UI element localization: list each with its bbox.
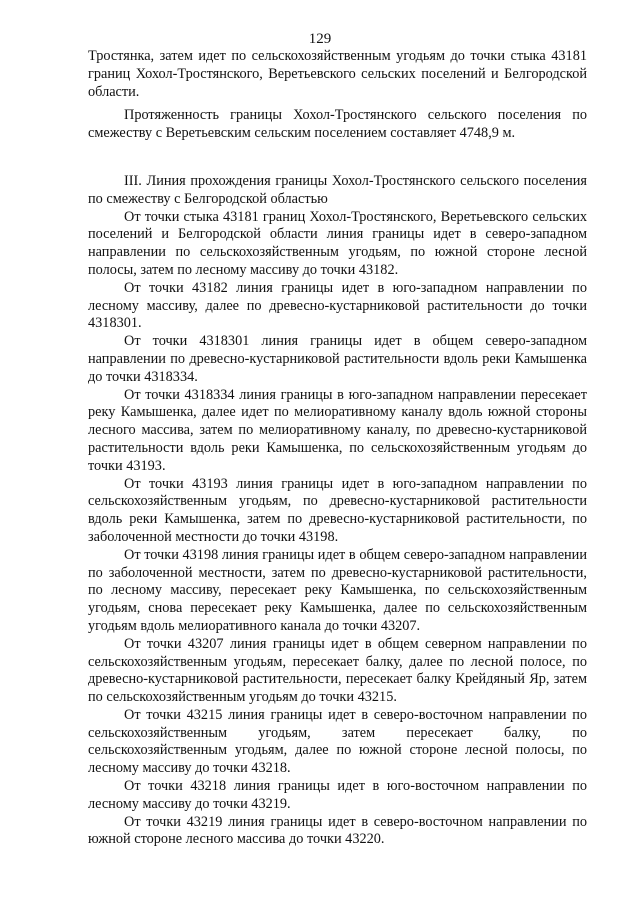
page-number: 129 <box>308 31 332 47</box>
paragraph-continuation: Тростянка, затем идет по сельскохозяйственным угодьям до точки стыка 43181 границ Хохол-Тростянского, Веретьевского сельских поселений и Белгородской области. <box>88 48 587 100</box>
paragraph-point-43182: От точки 43182 линия границы идет в юго-западном направлении по лесному массиву, далее по древесно-кустарниковой растительности до точки 4318301. <box>88 279 587 332</box>
paragraph-point-43193: От точки 43193 линия границы идет в юго-западном направлении по сельскохозяйственным угодьям, по древесно-кустарниковой растительности вдоль реки Камышенка, затем по древесно-кустарниковой растительности, по заболоченной местности до точки 43198. <box>88 475 587 545</box>
paragraph-point-4318334: От точки 4318334 линия границы в юго-западном направлении пересекает реку Камышенка, далее идет по мелиоративному каналу вдоль южной стороны лесного массива, затем по мелиоративному каналу, по древесно-кустарниковой растительности вдоль реки Камышенка, по сельскохозяйственным угодьям до точки 43193. <box>88 386 587 474</box>
section-heading: III. Линия прохождения границы Хохол-Тростянского сельского поселения по смежеству с Белгородской областью <box>88 172 587 207</box>
paragraph-point-4318301: От точки 4318301 линия границы идет в общем северо-западном направлении по древесно-кустарниковой растительности вдоль реки Камышенка до точки 4318334. <box>88 333 587 385</box>
paragraph-boundary-length: Протяженность границы Хохол-Тростянского сельского поселения по смежеству с Веретьевским сельским поселением составляет 4748,9 м. <box>88 107 587 142</box>
paragraph-point-43207: От точки 43207 линия границы идет в общем северном направлении по сельскохозяйственным угодьям, пересекает балку, далее по лесной полосе, по древесно-кустарниковой растительности, пересекает балку Крейдяный Яр, затем по сельскохозяйственным угодьям до точки 43215. <box>88 635 587 706</box>
document-body <box>88 48 587 849</box>
paragraph-point-43181: От точки стыка 43181 границ Хохол-Тростянского, Веретьевского сельских поселений и Белгородской области линия границы идет в северо-западном направлении по сельскохозяйственным угодьям, по южной стороне лесной полосы, затем по лесному массиву до точки 43182. <box>88 208 587 278</box>
paragraph-point-43215: От точки 43215 линия границы идет в северо-восточном направлении по сельскохозяйственным угодьям, затем пересекает балку, по сельскохозяйственным угодьям, далее по южной стороне лесной полосы, по лесному массиву до точки 43218. <box>88 706 587 777</box>
paragraph-point-43218: От точки 43218 линия границы идет в юго-восточном направлении по лесному массиву до точки 43219. <box>88 778 587 812</box>
paragraph-point-43198: От точки 43198 линия границы идет в общем северо-западном направлении по заболоченной местности, затем по древесно-кустарниковой растительности, по лесному массиву, пересекает реку Камышенка, по сельскохозяйственным угодьям, снова пересекает реку Камышенка, далее по сельскохозяйственным угодьям вдоль мелиоративного канала до точки 43207. <box>88 546 587 634</box>
paragraph-point-43219: От точки 43219 линия границы идет в северо-восточном направлении по южной стороне лесного массива до точки 43220. <box>88 813 587 848</box>
